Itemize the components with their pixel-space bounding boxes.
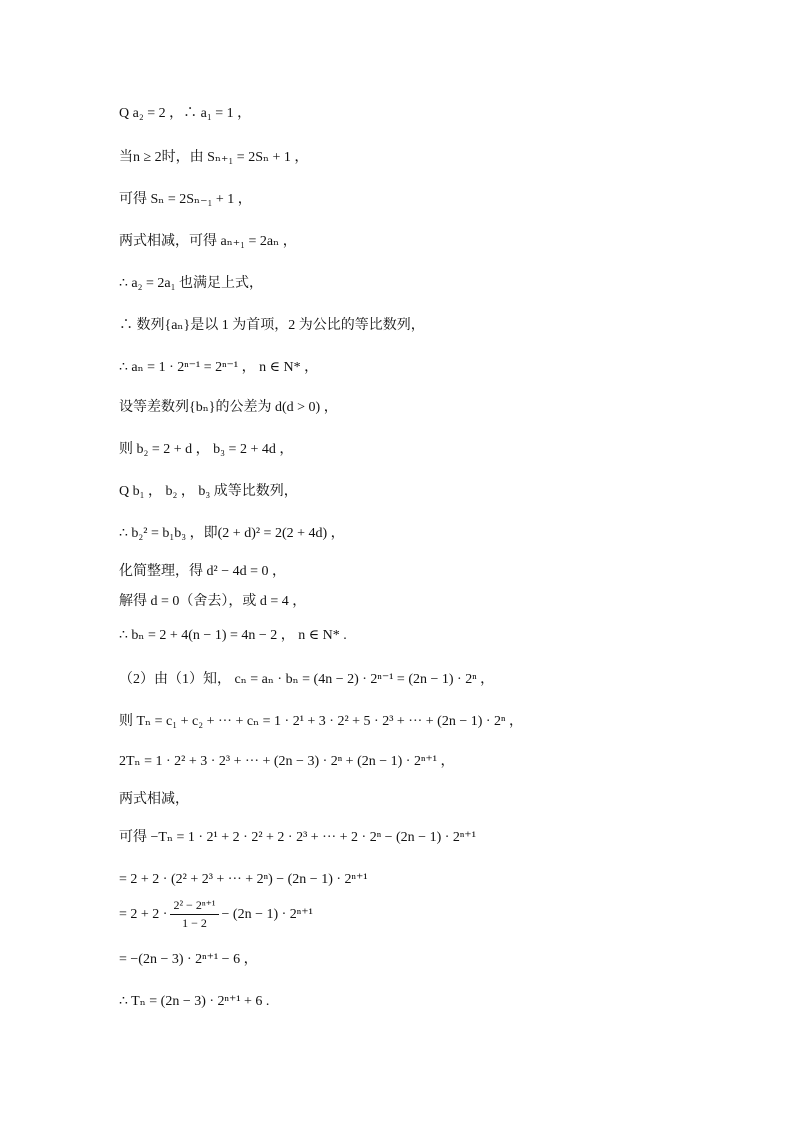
solution-line: 两式相减， bbox=[119, 792, 189, 807]
solution-line: ∴ Tₙ = (2n − 3) · 2ⁿ⁺¹ + 6 . bbox=[119, 994, 270, 1009]
solution-line: 设等差数列{bₙ}的公差为 d(d > 0) ， bbox=[119, 400, 338, 415]
solution-line: 化简整理，得 d² − 4d = 0 ， bbox=[119, 564, 286, 579]
solution-line: 两式相减，可得 aₙ₊₁ = 2aₙ ， bbox=[119, 234, 297, 249]
fraction-numerator: 2² − 2ⁿ⁺¹ bbox=[170, 898, 218, 915]
solution-line: 则 Tₙ = c₁ + c₂ + ··· + cₙ = 1 · 2¹ + 3 · 2² + 5 · 2³ + ··· + (2n − 1) · 2ⁿ ， bbox=[119, 714, 523, 729]
solution-line: = −(2n − 3) · 2ⁿ⁺¹ − 6 ， bbox=[119, 952, 258, 967]
solution-line: ∴ aₙ = 1 · 2ⁿ⁻¹ = 2ⁿ⁻¹ ， n ∈ N* ， bbox=[119, 360, 319, 375]
solution-line: ∴ bₙ = 2 + 4(n − 1) = 4n − 2 ， n ∈ N* . bbox=[119, 628, 347, 643]
fraction bbox=[170, 898, 218, 931]
solution-line: 解得 d = 0（舍去），或 d = 4 ， bbox=[119, 594, 307, 609]
solution-line: 可得 −Tₙ = 1 · 2¹ + 2 · 2² + 2 · 2³ + ··· + 2 · 2ⁿ − (2n − 1) · 2ⁿ⁺¹ bbox=[119, 830, 476, 845]
fraction-prefix: = 2 + 2 · bbox=[119, 906, 168, 922]
solution-line: 当n ≥ 2时，由 Sₙ₊₁ = 2Sₙ + 1 ， bbox=[119, 150, 309, 165]
solution-line: ∴ a₂ = 2a₁ 也满足上式， bbox=[119, 276, 263, 291]
solution-line: = 2 + 2 · (2² + 2³ + ··· + 2ⁿ) − (2n − 1) · 2ⁿ⁺¹ bbox=[119, 872, 368, 887]
fraction-line bbox=[119, 898, 313, 931]
solution-line: ∴ 数列{aₙ}是以 1 为首项，2 为公比的等比数列， bbox=[119, 318, 425, 333]
solution-line: Q b₁ ， b₂ ， b₃ 成等比数列， bbox=[119, 484, 298, 499]
solution-line: 则 b₂ = 2 + d ， b₃ = 2 + 4d ， bbox=[119, 442, 294, 457]
fraction-suffix: − (2n − 1) · 2ⁿ⁺¹ bbox=[221, 907, 313, 922]
fraction-denominator: 1 − 2 bbox=[182, 916, 207, 930]
solution-line: Q a₂ = 2 ，∴ a₁ = 1 ， bbox=[119, 106, 252, 121]
solution-line: 可得 Sₙ = 2Sₙ₋₁ + 1 ， bbox=[119, 192, 252, 207]
solution-line: （2）由（1）知， cₙ = aₙ · bₙ = (4n − 2) · 2ⁿ⁻¹ = (2n − 1) · 2ⁿ ， bbox=[119, 672, 495, 687]
solution-line: ∴ b₂² = b₁b₃ ，即(2 + d)² = 2(2 + 4d) ， bbox=[119, 526, 345, 541]
solution-line: 2Tₙ = 1 · 2² + 3 · 2³ + ··· + (2n − 3) · 2ⁿ + (2n − 1) · 2ⁿ⁺¹ ， bbox=[119, 754, 455, 769]
